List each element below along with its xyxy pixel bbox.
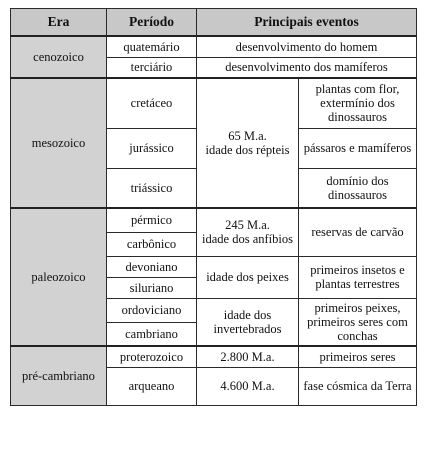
- event-devsil: primeiros insetos e plantas terrestres: [299, 256, 417, 298]
- era-cenozoico: cenozoico: [11, 36, 107, 78]
- header-era: Era: [11, 9, 107, 37]
- era-paleozoico: paleozoico: [11, 208, 107, 346]
- age-label-repteis: idade dos répteis: [205, 143, 290, 157]
- header-row: [11, 9, 417, 37]
- event-permcarb-age: [197, 208, 299, 256]
- era-precambriano: pré-cambriano: [11, 346, 107, 405]
- period-arqueano: arqueano: [107, 367, 197, 405]
- event-terciario: desenvolvimento dos mamíferos: [197, 57, 417, 78]
- event-mesozoico-age: [197, 78, 299, 208]
- period-cretaceo: cretáceo: [107, 78, 197, 128]
- event-ordcamb-age: idade dos invertebrados: [197, 298, 299, 346]
- event-quaternario: desenvolvimento do homem: [197, 36, 417, 57]
- period-ordoviciano: ordoviciano: [107, 298, 197, 322]
- period-permico: pérmico: [107, 208, 197, 232]
- header-periodo: Período: [107, 9, 197, 37]
- table-row: [11, 36, 417, 57]
- geologic-table-container: [10, 8, 417, 406]
- event-devsil-age: idade dos peixes: [197, 256, 299, 298]
- event-proterozoico: primeiros seres: [299, 346, 417, 367]
- period-jurassico: jurássico: [107, 128, 197, 168]
- event-permcarb: reservas de carvão: [299, 208, 417, 256]
- event-triassico: domínio dos dinossauros: [299, 168, 417, 208]
- period-proterozoico: proterozoico: [107, 346, 197, 367]
- header-principais-eventos: Principais eventos: [197, 9, 417, 37]
- period-terciario: terciário: [107, 57, 197, 78]
- period-siluriano: siluriano: [107, 277, 197, 298]
- era-mesozoico: mesozoico: [11, 78, 107, 208]
- period-carbonico: carbônico: [107, 232, 197, 256]
- age-65: 65 M.a.: [228, 129, 267, 143]
- table-row: [11, 346, 417, 367]
- period-cambriano: cambriano: [107, 322, 197, 346]
- event-arqueano: fase cósmica da Terra: [299, 367, 417, 405]
- event-cretaceo: plantas com flor, extermínio dos dinossauros: [299, 78, 417, 128]
- event-ordcamb: primeiros peixes, primeiros seres com conchas: [299, 298, 417, 346]
- event-jurassico: pássaros e mamíferos: [299, 128, 417, 168]
- event-arqueano-age: 4.600 M.a.: [197, 367, 299, 405]
- period-triassico: triássico: [107, 168, 197, 208]
- event-proterozoico-age: 2.800 M.a.: [197, 346, 299, 367]
- period-devoniano: devoniano: [107, 256, 197, 277]
- table-row: [11, 78, 417, 128]
- age-label-anfibios: idade dos anfíbios: [202, 232, 293, 247]
- period-quaternario: quatemário: [107, 36, 197, 57]
- table-row: [11, 208, 417, 232]
- geologic-time-table: [10, 8, 417, 406]
- age-245: 245 M.a.: [225, 218, 270, 233]
